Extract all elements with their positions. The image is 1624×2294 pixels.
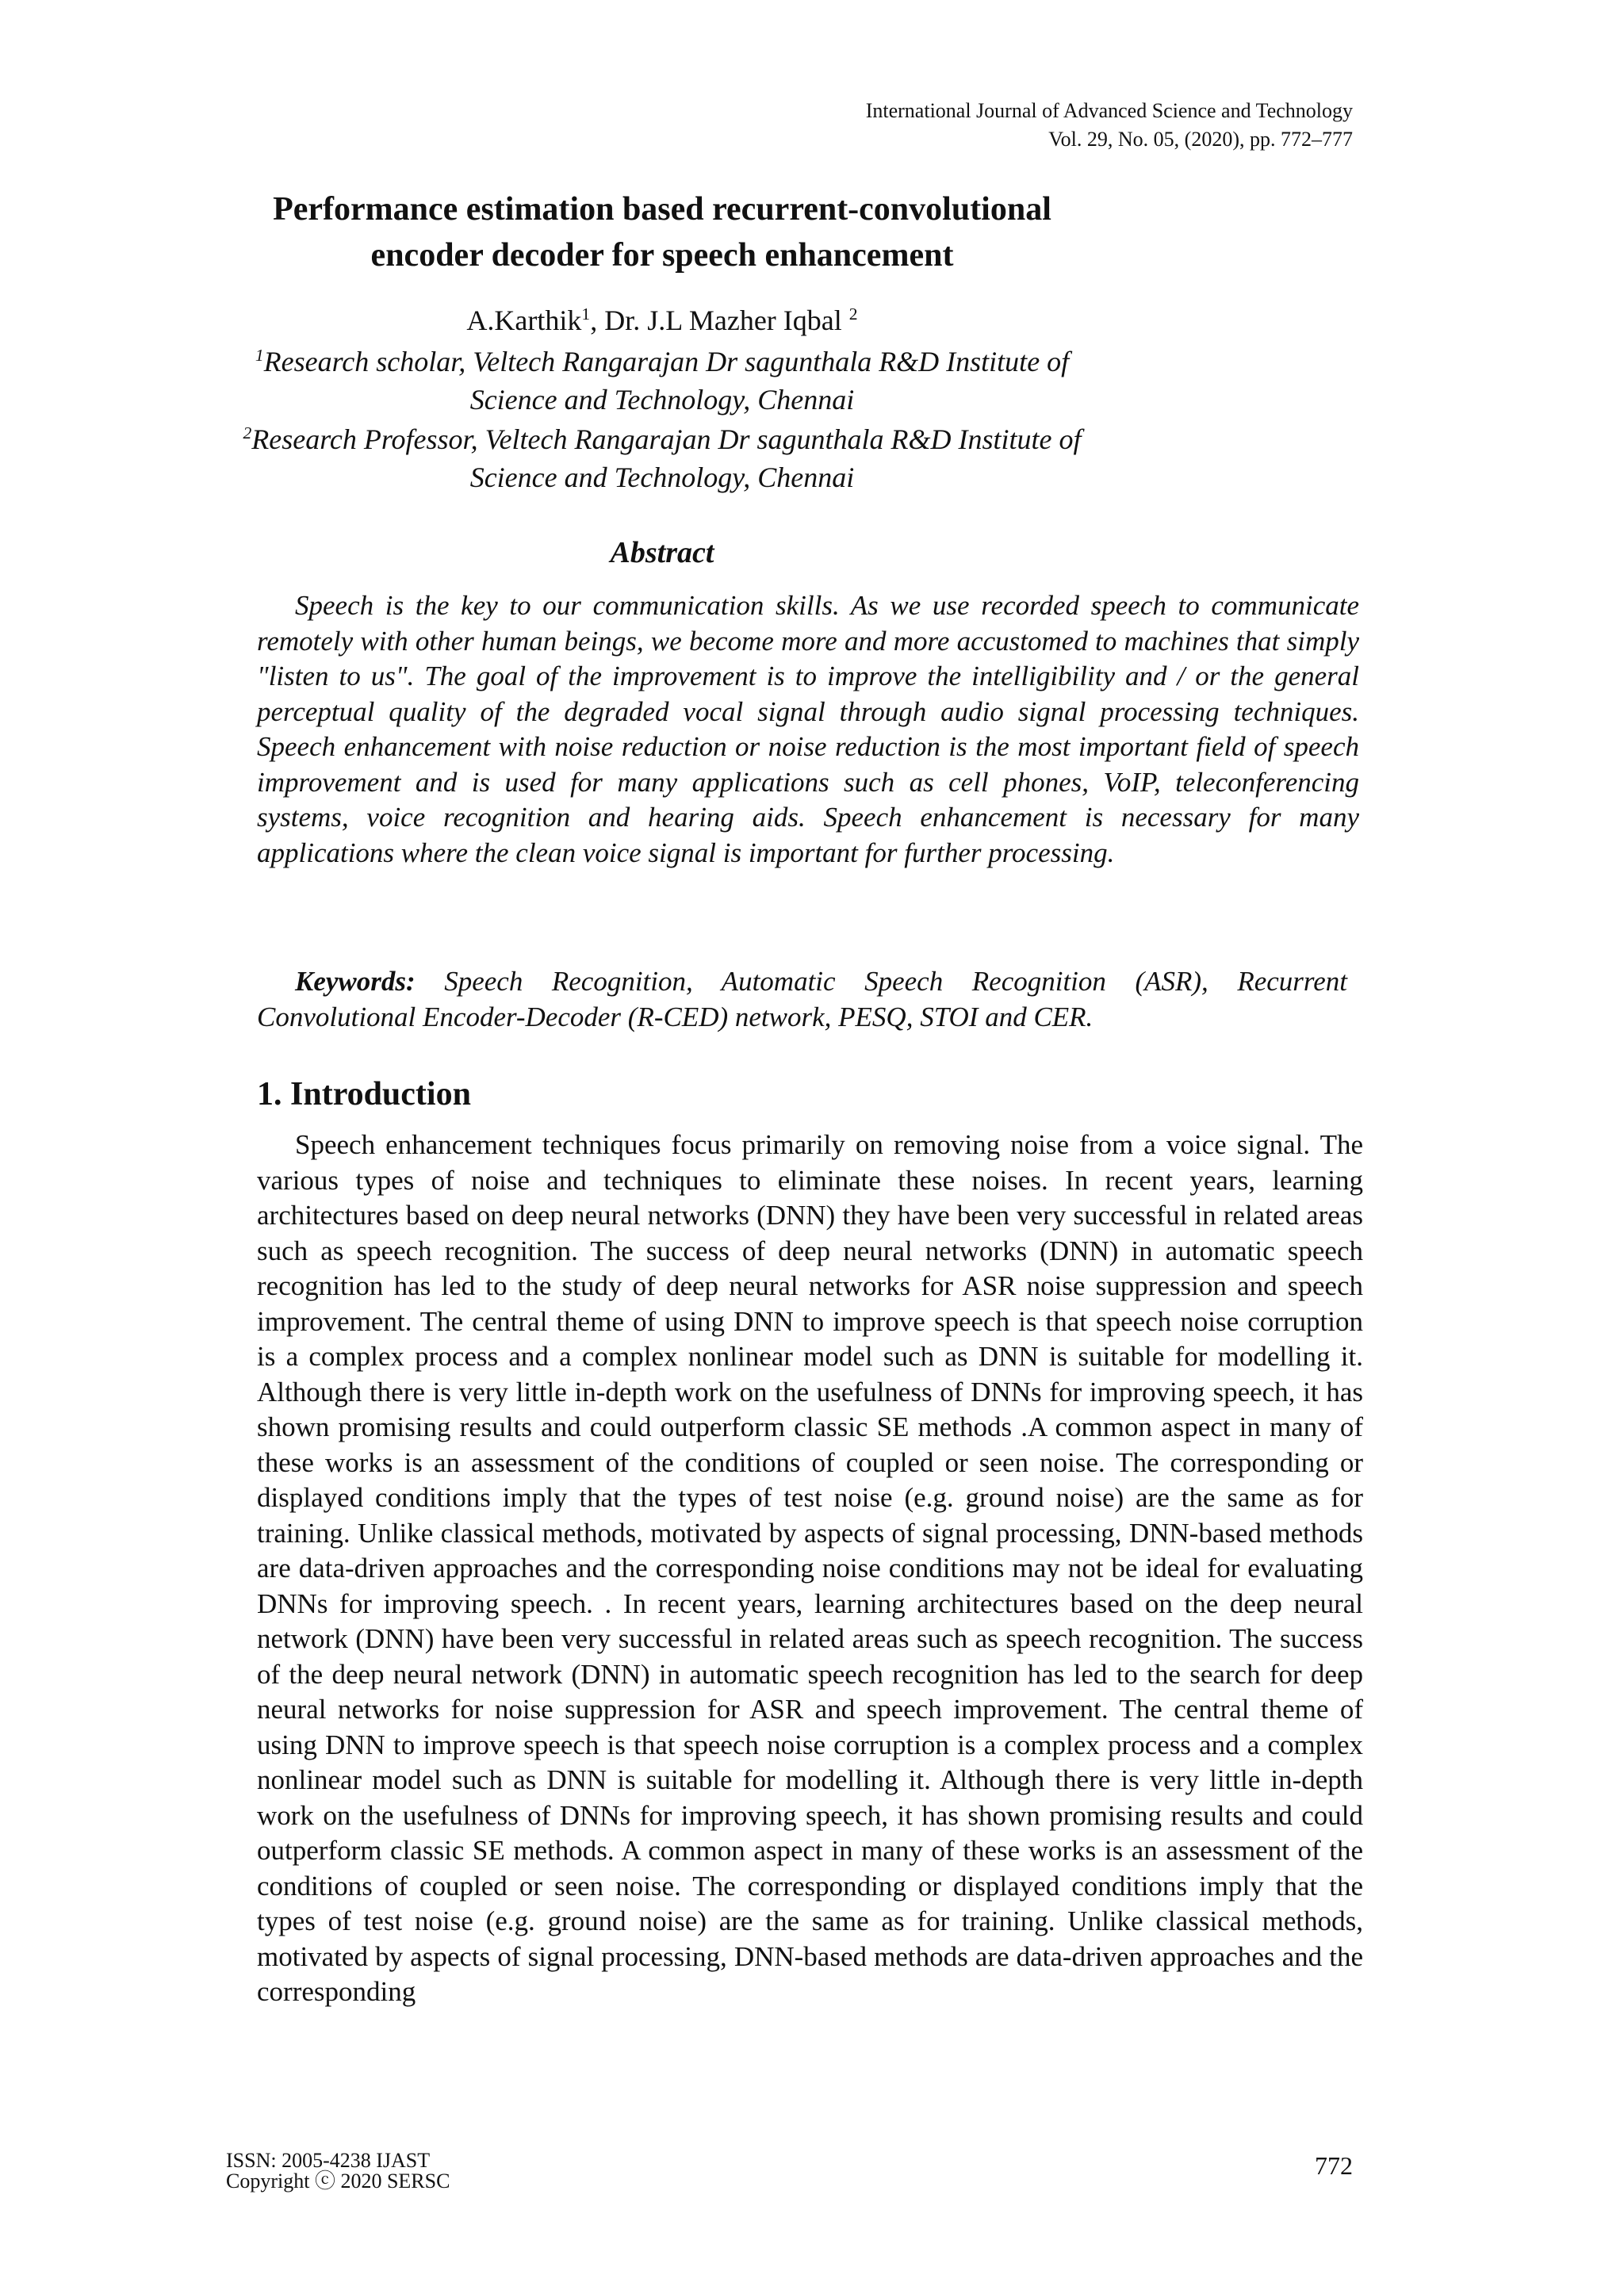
author-2: Dr. J.L Mazher Iqbal [604,304,849,336]
introduction-text: Speech enhancement techniques focus primarily on removing noise from a voice signal. The various types of noise and techniques to eliminate these noises. In recent years, learning architectures based on deep neural networks (DNN) they have been very successful in related areas such as speech recognition. The success of deep neural networks (DNN) in automatic speech recognition has led to the study of deep neural networks for ASR noise suppression and speech improvement. The central theme of using DNN to improve speech is that speech noise corruption is a complex process and a complex nonlinear model such as DNN is suitable for modelling it. Although there is very little in-depth work on the usefulness of DNNs for improving speech, it has shown promising results and could outperform classic SE methods .A common aspect in many of these works is an assessment of the conditions of coupled or seen noise. The corresponding or displayed conditions imply that the types of test noise (e.g. ground noise) are the same as for training. Unlike classical methods, motivated by aspects of signal processing, DNN-based methods are data-driven approaches and the corresponding noise conditions may not be ideal for evaluating DNNs for improving speech. . In recent years, learning architectures based on the deep neural network (DNN) have been very successful in related areas such as speech recognition. The success of the deep neural network (DNN) in automatic speech recognition has led to the search for deep neural networks for noise suppression for ASR and speech improvement. The central theme of using DNN to improve speech is that speech noise corruption is a complex process and a complex nonlinear model such as DNN is suitable for modelling it. Although there is very little in-depth work on the usefulness of DNNs for improving speech, it has shown promising results and could outperform classic SE methods. A common aspect in many of these works is an assessment of the conditions of coupled or seen noise. The corresponding or displayed conditions imply that the types of test noise (e.g. ground noise) are the same as for training. Unlike classical methods, motivated by aspects of signal processing, DNN-based methods are data-driven approaches and the corresponding [257,1129,1363,2007]
author-1-affiliation-mark: 1 [581,304,591,324]
journal-header [866,97,1353,154]
abstract-text: Speech is the key to our communication skills. As we use recorded speech to communicate remotely with other human beings, we become more and more accustomed to machines that simply "listen to us". The goal of the improvement is to improve the intelligibility and / or the general perceptual quality of the degraded vocal signal through audio signal processing techniques. Speech enhancement with noise reduction or noise reduction is the most important field of speech improvement and is used for many applications such as cell phones, VoIP, teleconferencing systems, voice recognition and hearing aids. Speech enhancement is necessary for many applications where the clean voice signal is important for further processing. [257,590,1359,868]
affiliation-2 [238,420,1086,496]
author-separator: , [590,304,605,336]
affiliation-1-text: Research scholar, Veltech Rangarajan Dr sagunthala R&D Institute of Science and Technology, Chennai [263,346,1070,416]
journal-name: International Journal of Advanced Science and Technology [865,99,1353,122]
footer-info [226,2150,450,2192]
abstract-heading: Abstract [610,536,714,569]
author-line [238,301,1086,339]
affiliation-1 [238,343,1086,419]
keywords-text: Speech Recognition, Automatic Speech Recognition (ASR), Recurrent Convolutional Encoder-Decoder (R-CED) network, PESQ, STOI and CER. [257,966,1347,1032]
footer-issn: ISSN: 2005-4238 IJAST [226,2149,431,2172]
journal-volume: Vol. 29, No. 05, (2020), pp. 772–777 [1048,128,1353,151]
author-2-affiliation-mark: 2 [848,304,858,324]
keywords-label: Keywords: [295,966,416,997]
paper-title: Performance estimation based recurrent-convolutional encoder decoder for speech enhancement [273,191,1051,274]
page-number: 772 [1315,2151,1353,2180]
author-1: A.Karthik [466,304,582,336]
affiliation-1-mark: 1 [255,346,264,365]
footer-copyright: Copyright ⓒ 2020 SERSC [226,2170,450,2193]
affiliation-2-mark: 2 [243,423,252,442]
section-heading-introduction: 1. Introduction [257,1076,471,1113]
affiliation-2-text: Research Professor, Veltech Rangarajan Dr sagunthala R&D Institute of Science and Technology, Chennai [251,423,1082,493]
keywords [257,964,1347,1035]
